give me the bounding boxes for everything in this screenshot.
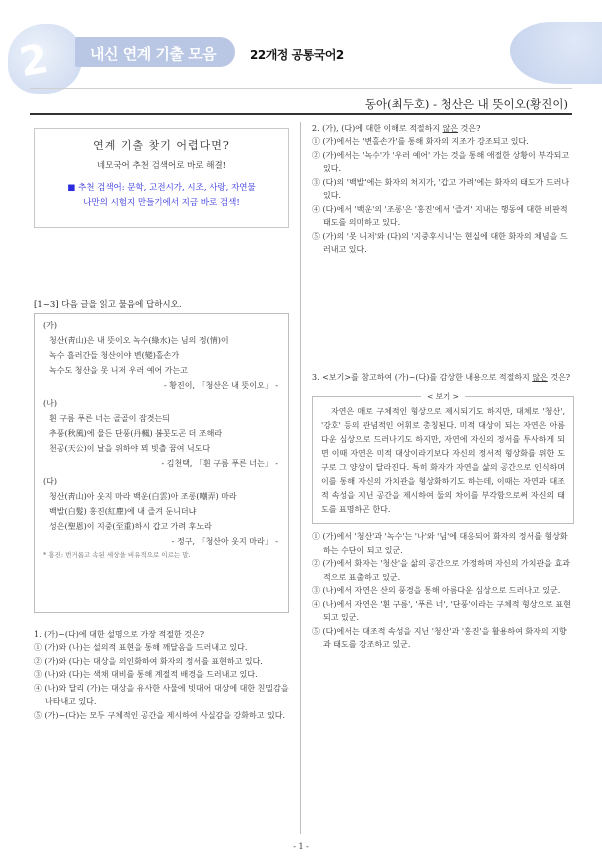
promo-box — [34, 128, 289, 228]
bogi-text: 자연은 매로 구체적인 형상으로 제시되기도 하지만, 대체로 '청산', '강호' 등의 관념적인 어휘로 총칭된다. 미적 대상이 되는 자연은 아름다운 심상으로 드러나기도 하지만, 자연에 자신의 정서를 투사하게 되면 이때 자연은 미적 대상이라기보다 자신의 정서적 형상화를 위한 도구로 그 양상이 달라진다. 특히 화자가 자연을 삶의 공간으로 인식하며 이를 통해 자신의 가치관을 형상화하기도 하는데, 이때는 자연과 대조적 속성을 지닌 공간을 제시하여 둘의 차이를 부각함으로써 자신의 태도를 표명하곤 한다. — [321, 407, 565, 514]
promo-title: 연계 기출 찾기 어렵다면? — [93, 139, 230, 152]
question-1 — [34, 628, 289, 722]
passage-line: 녹수도 청산을 못 니저 우러 예어 가는고 — [49, 366, 188, 375]
question-stem-text: 것은? — [547, 373, 571, 382]
logo-glyph: 2 — [16, 35, 52, 87]
answer-option[interactable]: ③ (나)와 (다)는 색채 대비를 통해 계절적 배경을 드러내고 있다. — [34, 670, 258, 679]
passage-source: - 정구, 「청산아 웃지 마라」 - — [171, 537, 278, 546]
passage-line: 천공(天公)이 날을 위하야 뫼 빗츨 꿈여 닉도다 — [49, 444, 211, 453]
promo-subtitle: 네모국어 추천 검색어로 바로 해결! — [96, 161, 227, 171]
answer-option[interactable]: ① (가)에서는 '변홀손가'를 통해 화자의 지조가 강조되고 있다. — [312, 137, 529, 146]
banner-title: 내신 연계 기출 모음 — [90, 45, 217, 63]
passage-source: - 황진이, 「청산은 내 뜻이오」 - — [164, 381, 278, 390]
answer-option[interactable]: ③ (나)에서 자연은 산의 풍경을 통해 아름다운 심상으로 드러나고 있군. — [312, 586, 561, 595]
passage-line: 청산(靑山)은 내 뜻이오 녹수(綠水)는 님의 정(情)이 — [49, 336, 229, 345]
answer-option[interactable]: ① (가)와 (나)는 설의적 표현을 통해 깨달음을 드러내고 있다. — [34, 643, 248, 652]
passage-label: (다) — [43, 477, 57, 486]
answer-option[interactable]: ⑤ (다)에서는 대조적 속성을 지닌 '청산'과 '홍진'을 활용하여 화자의 지향과 태도를 강조하고 있군. — [312, 626, 567, 649]
header-divider — [30, 88, 572, 89]
passage-label: (가) — [43, 321, 57, 330]
question-stem-text: 2. (가), (다)에 대한 이해로 적절하지 — [312, 124, 443, 133]
work-title: 동아(최두호) - 청산은 내 뜻이오(황진이) — [364, 97, 568, 111]
answer-option[interactable]: ⑤ (가)~(다)는 모두 구체적인 공간을 제시하여 사실감을 강화하고 있다. — [34, 710, 285, 720]
question-stem — [312, 371, 574, 384]
subject-title: 22개정 공통국어2 — [250, 48, 344, 62]
passage-line: 추풍(秋風)에 물든 단풍(丹楓) 봄꼿도곤 더 조해라 — [49, 429, 223, 438]
bogi-box — [312, 392, 574, 524]
passage-source: - 김천택, 「흰 구름 푸른 너는」 - — [161, 459, 278, 468]
instruction: [1~3] 다음 글을 읽고 물음에 답하시오. — [34, 300, 182, 310]
passage-line: 청산(靑山)아 웃지 마라 백운(白雲)아 조롱(嘲弄) 마라 — [49, 492, 237, 501]
answer-option[interactable]: ② (가)에서는 '녹수'가 '우러 예어' 가는 것을 통해 애절한 상황이 부각되고 있다. — [312, 150, 570, 173]
decor-blob-right — [510, 22, 602, 84]
answer-option[interactable]: ④ (나)와 달리 (가)는 대상을 유사한 사물에 빗대어 대상에 대한 친밀감을 나타내고 있다. — [34, 683, 289, 706]
footnote: * 홍진: 번거롭고 속된 세상을 비유적으로 이르는 말. — [43, 551, 191, 559]
answer-option[interactable]: ② (가)와 (다)는 대상을 의인화하여 화자의 정서를 표현하고 있다. — [34, 656, 263, 666]
answer-option[interactable]: ④ (나)에서 자연은 '흰 구름', '푸른 너', '단풍'이라는 구체적 형상으로 표현되고 있군. — [312, 599, 571, 622]
passage-line: 성은(聖恩)이 지중(至重)하시 갑고 가려 후노라 — [49, 522, 212, 531]
passage-line: 흰 구름 푸른 너는 골골이 잠겻는듸 — [49, 414, 170, 423]
answer-option[interactable]: ① (가)에서 '청산'과 '녹수'는 '나'와 '님'에 대응되어 화자의 정서를 형상화하는 수단이 되고 있군. — [312, 532, 568, 555]
passage-label: (나) — [43, 399, 57, 408]
question-stem-emphasis: 않은 — [442, 124, 459, 133]
question-3 — [312, 371, 574, 652]
question-stem — [312, 122, 574, 135]
promo-keywords: ■ 추천 검색어: 문학, 고전시가, 시조, 사랑, 자연물 — [67, 183, 256, 193]
promo-search-hint: 나만의 시험지 만들기에서 지금 바로 검색! — [83, 198, 240, 208]
question-stem-text: 3. <보기>를 참고하여 (가)~(다)를 감상한 내용으로 적절하지 — [312, 373, 533, 382]
passage-box — [34, 313, 289, 613]
column-divider — [300, 122, 301, 834]
bogi-label: < 보기 > — [421, 391, 465, 402]
title-rule — [30, 113, 572, 115]
answer-option[interactable]: ⑤ (가)의 '못 니저'와 (다)의 '지중후시니'는 현실에 대한 화자의 체념을 드러내고 있다. — [312, 231, 568, 254]
question-stem-emphasis: 않은 — [532, 373, 548, 382]
question-2 — [312, 122, 574, 257]
question-stem: 1. (가)~(다)에 대한 설명으로 가장 적절한 것은? — [34, 630, 205, 639]
answer-option[interactable]: ③ (다)의 '백발'에는 화자의 처지가, '갑고 가려'에는 화자의 태도가 드러나 있다. — [312, 177, 570, 200]
page-number: - 1 - — [293, 842, 309, 851]
answer-option[interactable]: ④ (다)에서 '백운'의 '조롱'은 '홍진'에서 '즐겨' 지내는 행동에 대한 비판적 태도를 의미하고 있다. — [312, 204, 568, 227]
answer-option[interactable]: ② (가)에서 화자는 '청산'을 삶의 공간으로 가정하며 자신의 가치관을 효과적으로 표출하고 있군. — [312, 559, 570, 582]
question-stem-text: 것은? — [458, 124, 481, 133]
passage-line: 녹수 흘러간들 청산이야 변(變)홀손가 — [49, 351, 180, 360]
passage-line: 백발(白髮) 홍진(紅塵)에 내 즐겨 둔니더냐 — [49, 507, 197, 516]
